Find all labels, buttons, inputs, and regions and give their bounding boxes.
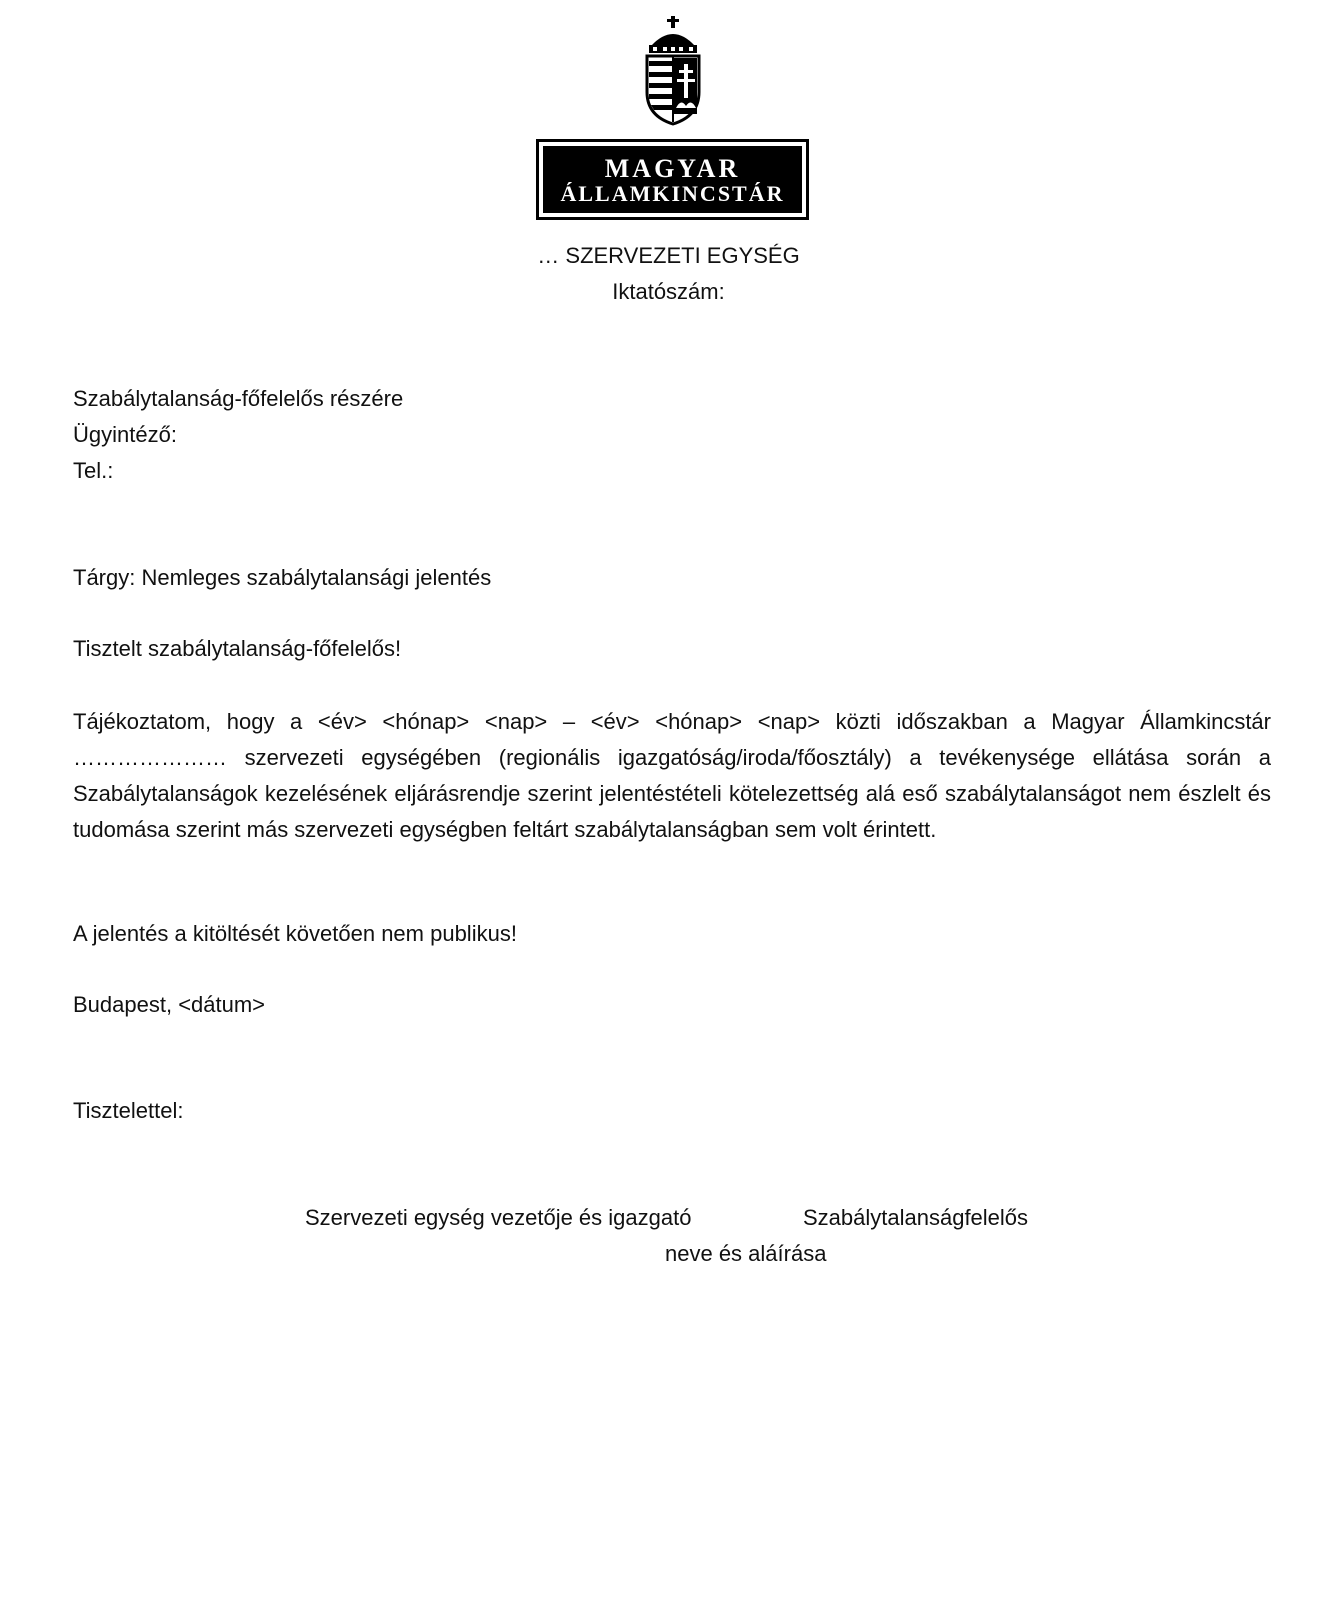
- treasury-logo-inner: [543, 146, 802, 213]
- reference-number-label: Iktatószám:: [612, 279, 725, 304]
- hungarian-coat-of-arms-icon: [643, 16, 703, 126]
- signatory-irregularity-officer: Szabálytalanságfelelős: [803, 1205, 1029, 1230]
- phone-label: Tel.:: [73, 458, 114, 483]
- signatory-unit-head: Szervezeti egység vezetője és igazgató: [305, 1205, 692, 1230]
- closing-greeting: Tisztelettel:: [73, 1098, 184, 1123]
- organizational-unit-heading: … SZERVEZETI EGYSÉG: [537, 243, 800, 268]
- place-and-date: Budapest, <dátum>: [73, 992, 266, 1017]
- report-body-paragraph: Tájékoztatom, hogy a <év> <hónap> <nap> – <év> <hónap> <nap> közti időszakban a Magyar Államkincstár ………………… szervezeti egységében (regionális igazgatóság/iroda/főosztály) a tevékenysége ellátása során a Szabálytalanságok kezelésének eljárásrendje szerint jelentéstételi kötelezettség alá eső szabálytalanságot nem észlelt és tudomása szerint más szervezeti egységben feltárt szabálytalanságban sem volt érintett.: [73, 709, 1271, 842]
- treasury-logo: [536, 139, 809, 220]
- subject-line: Tárgy: Nemleges szabálytalansági jelentés: [73, 565, 492, 590]
- case-handler-label: Ügyintéző:: [73, 422, 177, 447]
- confidentiality-notice: A jelentés a kitöltését követően nem publikus!: [73, 921, 517, 946]
- signature-caption: neve és aláírása: [665, 1241, 827, 1266]
- salutation: Tisztelt szabálytalanság-főfelelős!: [73, 636, 402, 661]
- recipient-line: Szabálytalanság-főfelelős részére: [73, 386, 404, 411]
- logo-text-magyar: MAGYAR: [604, 154, 741, 183]
- logo-text-allamkincstar: ÁLLAMKINCSTÁR: [560, 181, 785, 206]
